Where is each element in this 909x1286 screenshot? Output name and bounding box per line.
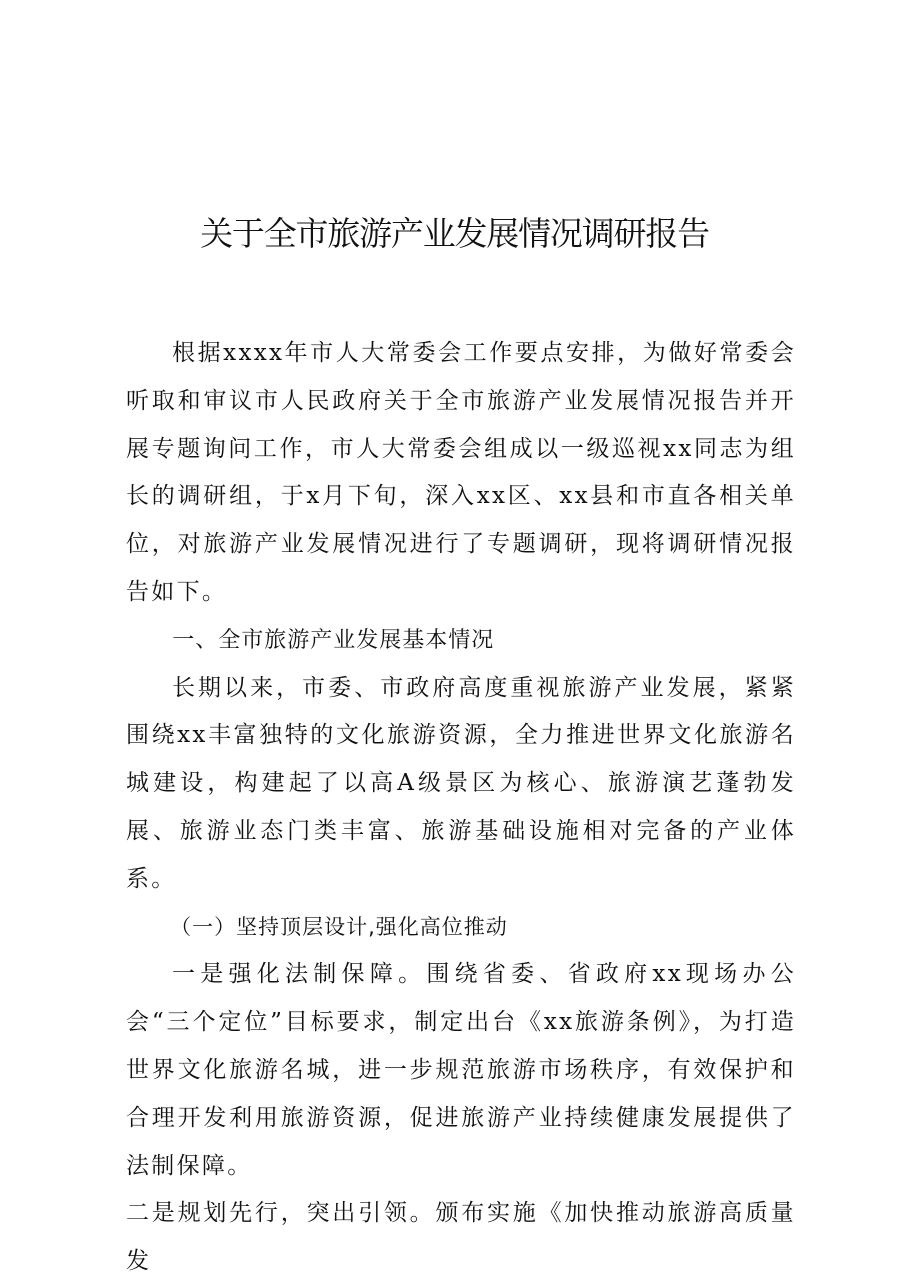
point-1-paragraph: 一是强化法制保障。围绕省委、省政府xx现场办公会“三个定位”目标要求，制定出台《xx旅游条例》，为打造世界文化旅游名城，进一步规范旅游市场秩序，有效保护和合理开发利用旅游资源，促进旅游产业持续健康发展提供了法制保障。 [126, 961, 796, 1179]
section-paragraph: 长期以来，市委、市政府高度重视旅游产业发展，紧紧围绕xx丰富独特的文化旅游资源，全力推进世界文化旅游名城建设，构建起了以高A级景区为核心、旅游演艺蓬勃发展、旅游业态门类丰富、旅游基础设施相对完备的产业体系。 [126, 674, 796, 892]
section-heading: 一、全市旅游产业发展基本情况 [172, 627, 495, 653]
point-2-paragraph: 二是规划先行，突出引领。颁布实施《加快推动旅游高质量发 [126, 1200, 796, 1275]
document-body [126, 330, 796, 1286]
intro-paragraph: 根据xxxx年市人大常委会工作要点安排，为做好常委会听取和审议市人民政府关于全市旅游产业发展情况报告并开展专题询问工作，市人大常委会组成以一级巡视xx同志为组长的调研组，于x月下旬，深入xx区、xx县和市直各相关单位，对旅游产业发展情况进行了专题调研，现将调研情况报告如下。 [126, 340, 796, 605]
document-title: 关于全市旅游产业发展情况调研报告 [200, 214, 709, 253]
subsection-heading: （一）坚持顶层设计,强化高位推动 [170, 914, 508, 939]
